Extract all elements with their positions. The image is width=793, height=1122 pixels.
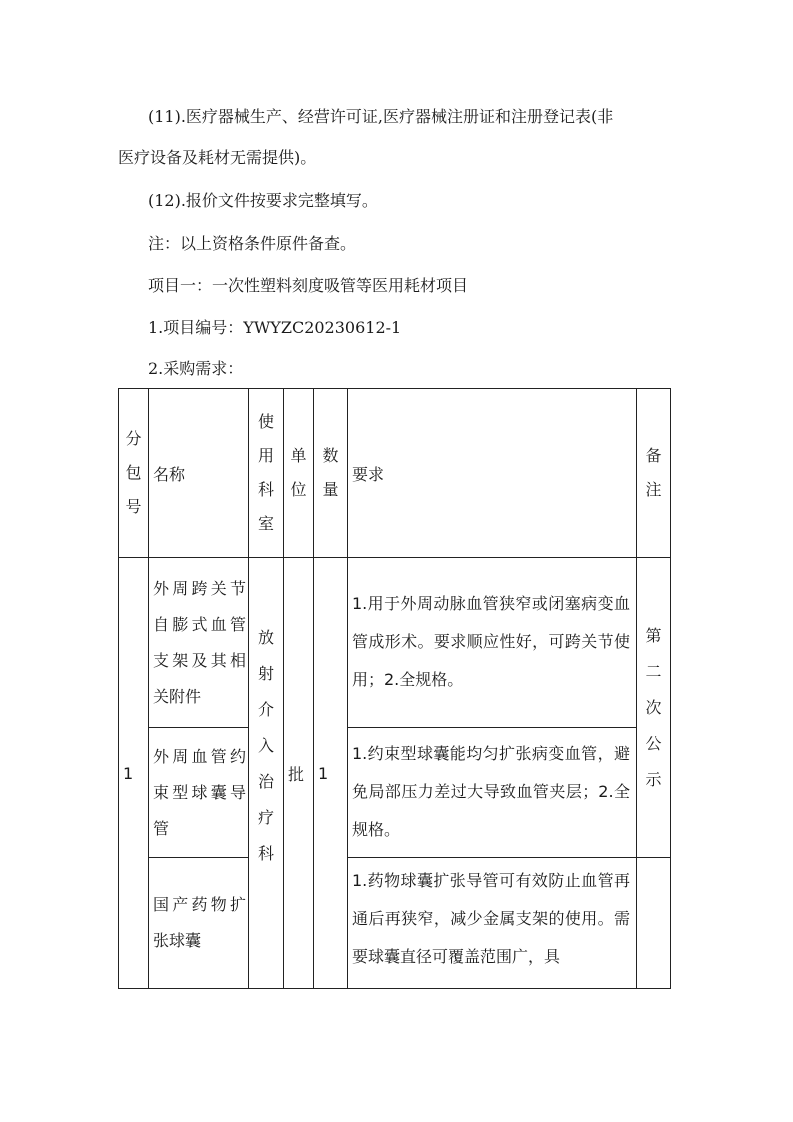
procurement-table xyxy=(118,388,671,989)
project-title: 项目一：一次性塑料刻度吸管等医用耗材项目 xyxy=(148,276,469,295)
header-department: 使用科室 xyxy=(249,389,284,558)
quantity-cell: 1 xyxy=(314,558,348,989)
requirements-cell: 1.用于外周动脉血管狭窄或闭塞病变血管成形术。要求顺应性好，可跨关节使用；2.全规格。 xyxy=(348,558,637,728)
table-row xyxy=(119,858,671,989)
requirements-cell: 1.约束型球囊能均匀扩张病变血管，避免局部压力差过大导致血管夹层；2.全规格。 xyxy=(348,728,637,858)
department-cell: 放射介入治疗科 xyxy=(249,558,284,989)
remarks-empty-cell xyxy=(637,858,671,989)
package-number-cell: 1 xyxy=(119,558,149,989)
header-package-no: 分包号 xyxy=(119,389,149,558)
requirements-cell: 1.药物球囊扩张导管可有效防止血管再通后再狭窄，减少金属支架的使用。需要球囊直径可覆盖范围广，具 xyxy=(348,858,637,989)
table-row xyxy=(119,728,671,858)
header-unit: 单位 xyxy=(284,389,314,558)
item-11-line-2: 医疗设备及耗材无需提供)。 xyxy=(118,148,317,167)
header-name: 名称 xyxy=(149,389,249,558)
table-row xyxy=(119,558,671,728)
remarks-cell: 第二次公示 xyxy=(637,558,671,858)
item-11-line-1: (11).医疗器械生产、经营许可证,医疗器械注册证和注册登记表(非 xyxy=(148,107,614,126)
header-quantity: 数量 xyxy=(314,389,348,558)
table-header-row xyxy=(119,389,671,558)
item-name-cell: 外周血管约束型球囊导管 xyxy=(149,728,249,858)
item-name-cell: 国产药物扩张球囊 xyxy=(149,858,249,989)
note-text: 注：以上资格条件原件备查。 xyxy=(148,234,357,253)
item-12: (12).报价文件按要求完整填写。 xyxy=(148,191,378,210)
unit-cell: 批 xyxy=(284,558,314,989)
procurement-label: 2.采购需求： xyxy=(148,359,244,378)
header-remarks: 备注 xyxy=(637,389,671,558)
item-name-cell: 外周跨关节自膨式血管支架及其相关附件 xyxy=(149,558,249,728)
project-number: 1.项目编号：YWYZC20230612-1 xyxy=(148,318,402,337)
header-requirements: 要求 xyxy=(348,389,637,558)
